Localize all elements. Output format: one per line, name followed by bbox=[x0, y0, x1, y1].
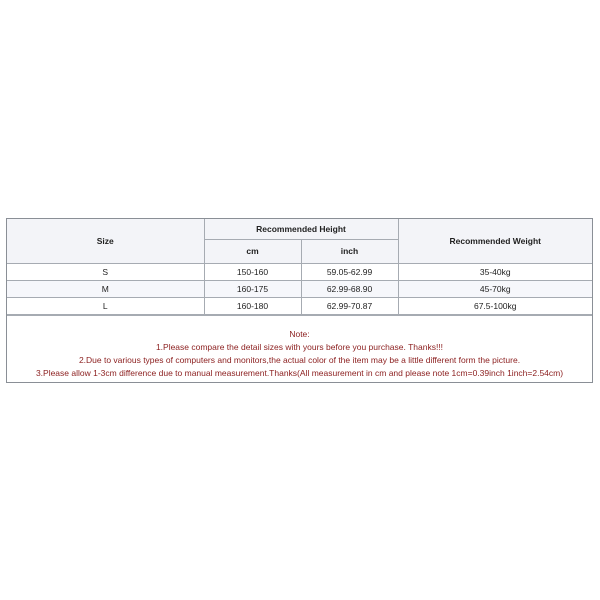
cm-cell: 160-175 bbox=[204, 280, 301, 297]
height-header: Recommended Height bbox=[204, 219, 398, 239]
header-row-top bbox=[7, 219, 592, 239]
weight-cell: 67.5-100kg bbox=[398, 297, 592, 314]
inch-cell: 59.05-62.99 bbox=[301, 263, 398, 280]
size-chart bbox=[6, 218, 593, 383]
note-line: 2.Due to various types of computers and monitors,the actual color of the item may be a little different form the picture. bbox=[78, 354, 521, 365]
size-cell: S bbox=[7, 263, 204, 280]
cm-header: cm bbox=[204, 239, 301, 263]
inch-header: inch bbox=[301, 239, 398, 263]
size-cell: L bbox=[7, 297, 204, 314]
table-row bbox=[7, 280, 592, 297]
weight-cell: 45-70kg bbox=[398, 280, 592, 297]
weight-header: Recommended Weight bbox=[398, 219, 592, 263]
note-line: 3.Please allow 1-3cm difference due to manual measurement.Thanks(All measurement in cm and please note 1cm=0.39inch 1inch=2.54cm) bbox=[35, 367, 564, 378]
size-table bbox=[7, 219, 592, 315]
weight-cell: 35-40kg bbox=[398, 263, 592, 280]
size-cell: M bbox=[7, 280, 204, 297]
table-row bbox=[7, 263, 592, 280]
cm-cell: 150-160 bbox=[204, 263, 301, 280]
size-header: Size bbox=[7, 219, 204, 263]
table-row bbox=[7, 297, 592, 314]
note-line: 1.Please compare the detail sizes with yours before you purchase. Thanks!!! bbox=[155, 341, 444, 352]
inch-cell: 62.99-70.87 bbox=[301, 297, 398, 314]
notes-section bbox=[7, 315, 592, 382]
cm-cell: 160-180 bbox=[204, 297, 301, 314]
inch-cell: 62.99-68.90 bbox=[301, 280, 398, 297]
notes-title: Note: bbox=[289, 328, 310, 339]
